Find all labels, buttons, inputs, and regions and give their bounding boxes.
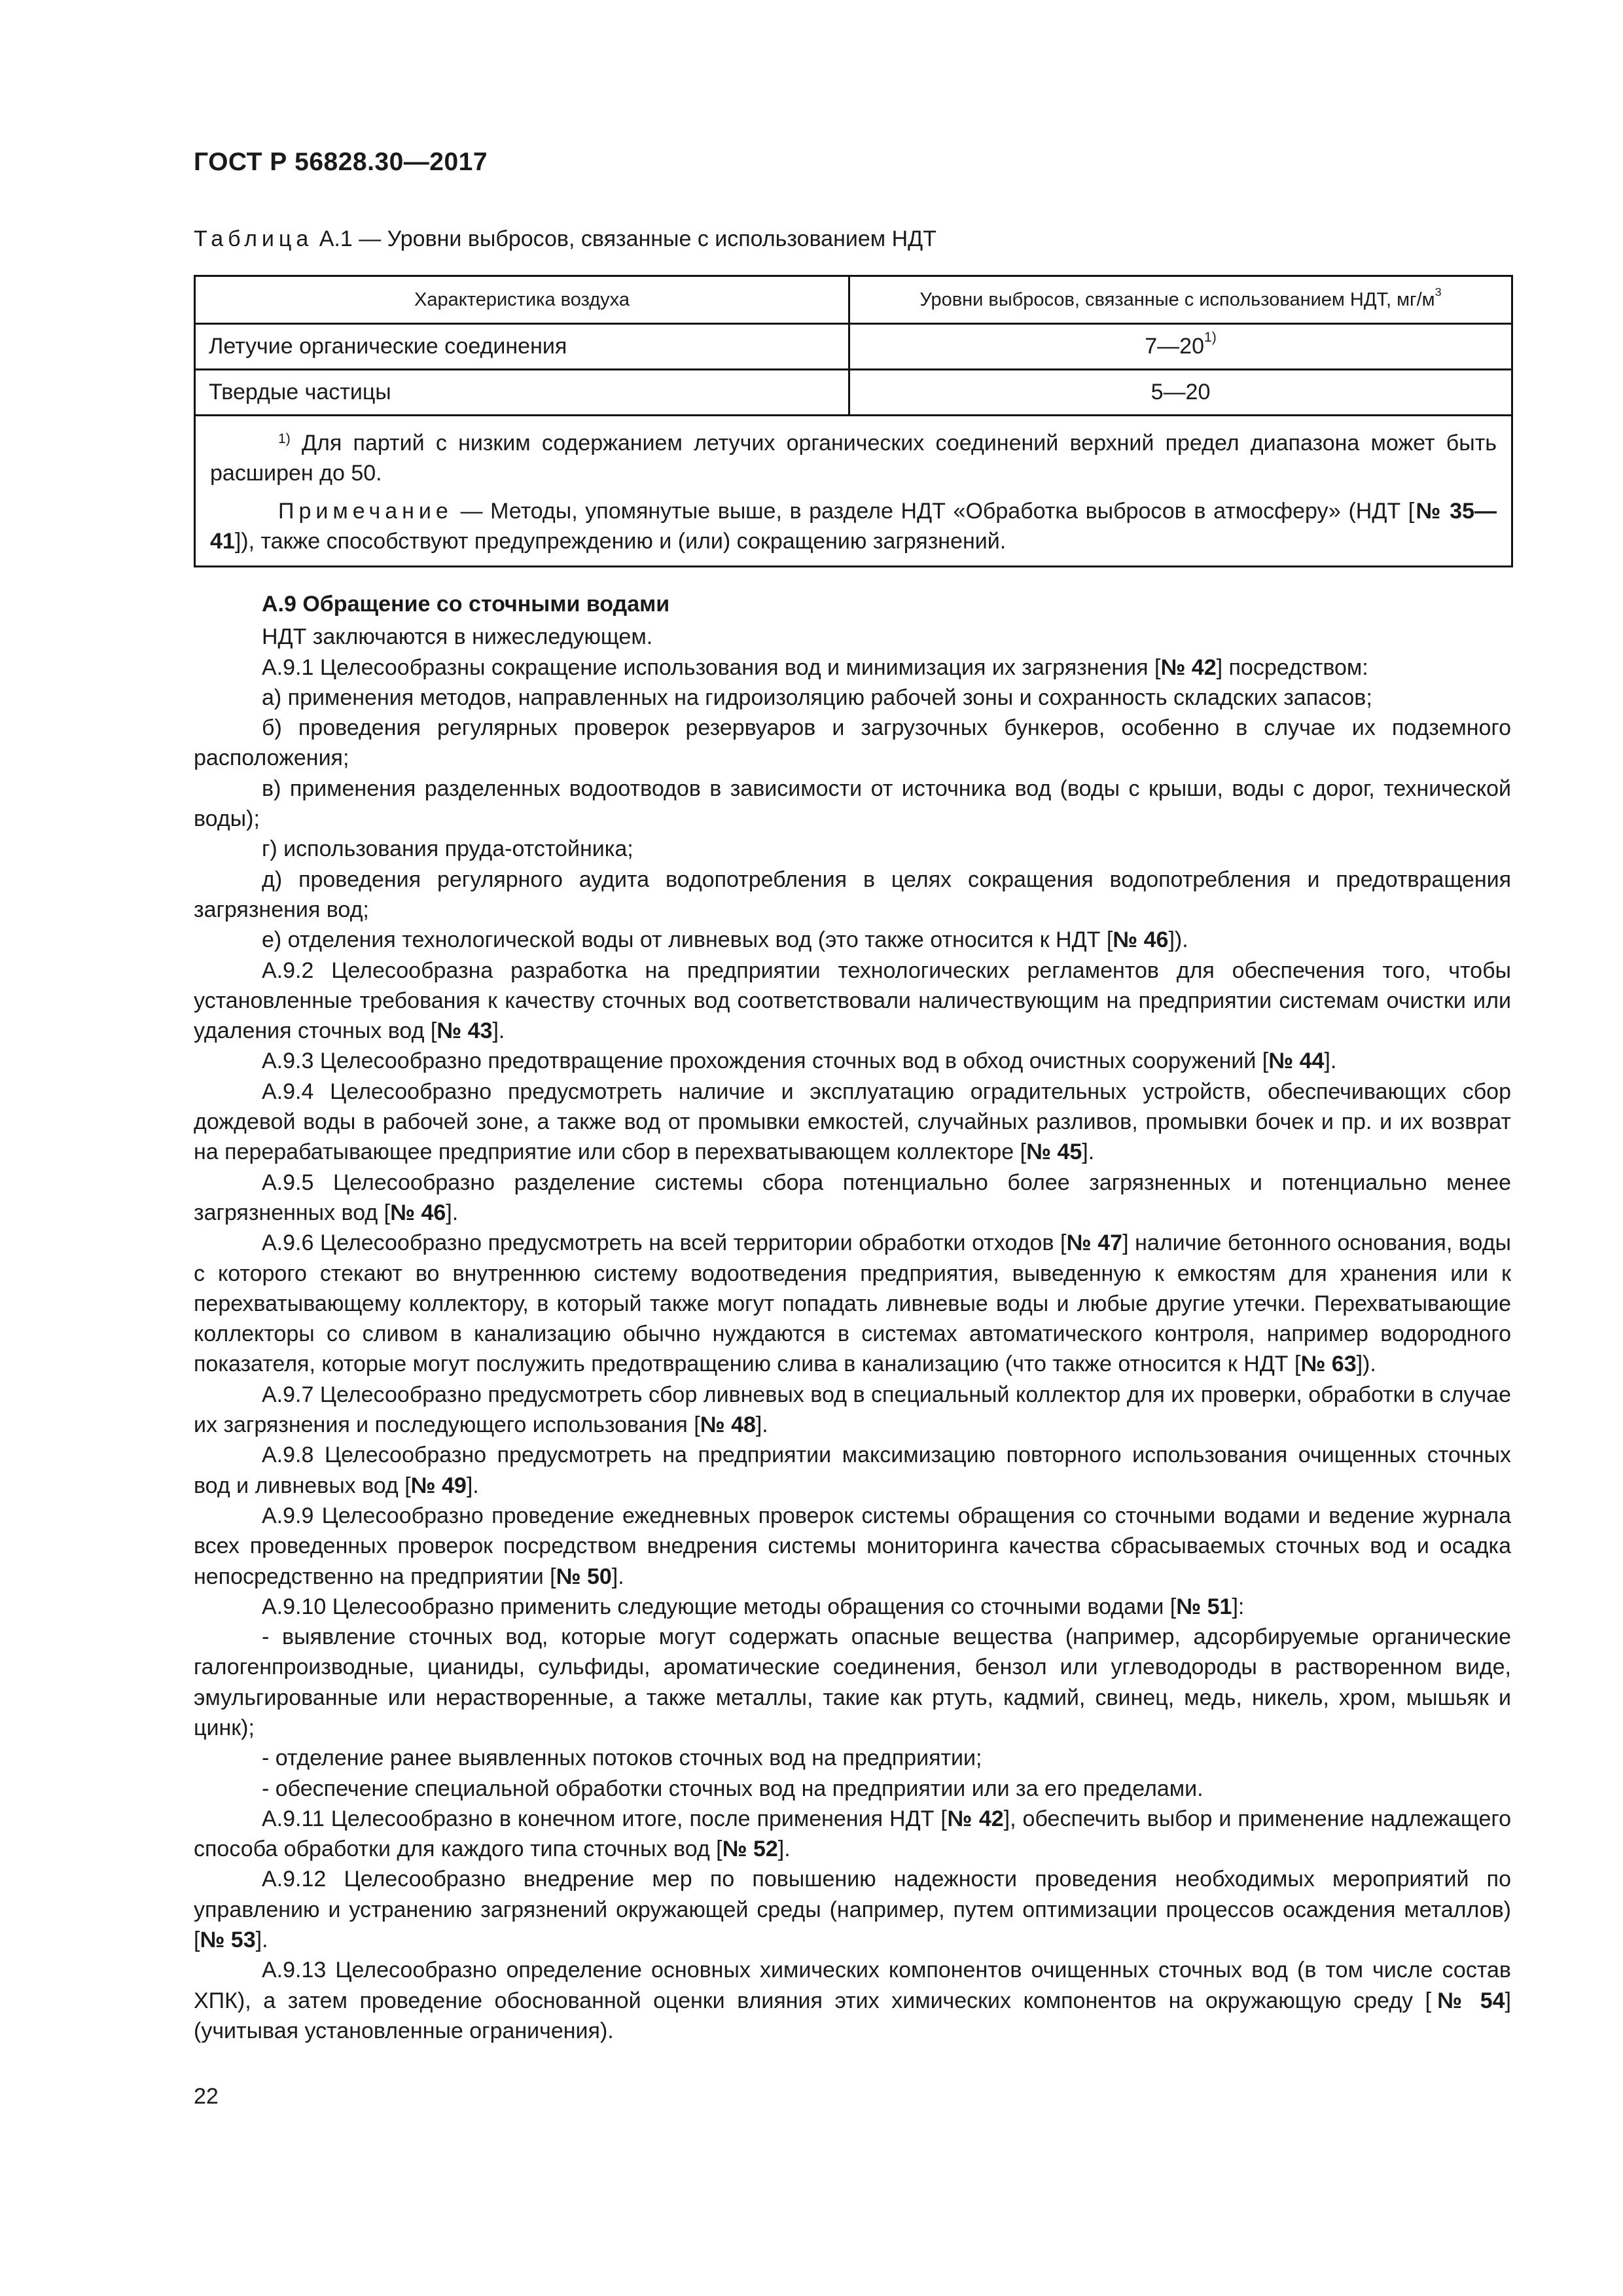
paragraph-text: А.9.1 Целесообразны сокращение использования вод и минимизация их загрязнения [ [262, 655, 1161, 680]
paragraph-text: ] (учитывая установленные ограничения). [194, 1988, 1511, 2043]
footnote-text: Для партий с низким содержанием летучих органических соединений верхний предел диапазона может быть расширен до 50. [210, 431, 1497, 486]
table-notes [195, 416, 1512, 567]
table-row [195, 370, 1512, 416]
bat-ref: № 46 [390, 1200, 446, 1225]
bat-ref: № 53 [200, 1928, 256, 1953]
note-ref: № 35—41 [210, 499, 1497, 554]
table-note [210, 496, 1497, 556]
section-body [194, 589, 1511, 2046]
col-header-emission-levels-text: Уровни выбросов, связанные с использованием НДТ, мг/м [919, 289, 1435, 310]
paragraph-a9-5 [194, 1168, 1511, 1229]
paragraph-text: А.9.10 Целесообразно применить следующие методы обращения со сточными водами [ [262, 1594, 1177, 1619]
row-name: Летучие органические соединения [195, 324, 849, 370]
bat-ref: № 43 [437, 1018, 493, 1044]
row-value-text: 7—20 [1145, 334, 1204, 359]
list-item-d: д) проведения регулярного аудита водопотребления в целях сокращения водопотребления и предотвращения загрязнения вод; [194, 867, 1511, 922]
note-label: Примечание [278, 499, 453, 524]
paragraph-text: ]: [1232, 1594, 1245, 1619]
paragraph-text: А.9.3 Целесообразно предотвращение прохождения сточных вод в обход очистных сооружений [ [262, 1049, 1269, 1074]
col-header-air-characteristic: Характеристика воздуха [195, 276, 849, 324]
paragraph-text: А.9.12 Целесообразно внедрение мер по повышению надежности проведения необходимых мероприятий по управлению и устранению загрязнений окружающей среды (например, путем оптимизации процессов осаждения металлов) [ [194, 1867, 1511, 1953]
paragraph-text: е) отделения технологической воды от ливневых вод (это также относится к НДТ [ [262, 927, 1113, 953]
paragraph-text: А.9.13 Целесообразно определение основных химических компонентов очищенных сточных вод (в том числе состав ХПК), а затем проведение обоснованной оценки влияния этих химических компонентов на окружающую среду [ [194, 1958, 1511, 2013]
section-title: А.9 Обращение со сточными водами [262, 592, 670, 617]
paragraph-a9-12 [194, 1864, 1511, 1955]
paragraph-a9-6 [194, 1228, 1511, 1379]
bat-ref: № 50 [556, 1564, 612, 1589]
dash-item: - обеспечение специальной обработки сточных вод на предприятии или за его пределами. [262, 1776, 1204, 1801]
paragraph-a9-8 [194, 1440, 1511, 1501]
row-name: Твердые частицы [195, 370, 849, 416]
list-item-a: а) применения методов, направленных на гидроизоляцию рабочей зоны и сохранность складских запасов; [262, 685, 1372, 710]
paragraph-a9-7 [194, 1380, 1511, 1441]
paragraph-text: ] посредством: [1216, 655, 1368, 680]
paragraph-a9-11 [194, 1804, 1511, 1865]
row-value [849, 324, 1512, 370]
row-value: 5—20 [849, 370, 1512, 416]
paragraph-text: ]. [492, 1018, 505, 1044]
table-notes-row [195, 416, 1512, 567]
paragraph-a9-2 [194, 956, 1511, 1047]
paragraph-text: ]. [755, 1412, 768, 1438]
paragraph-text: ] наличие бетонного основания, воды с которого стекают во внутреннюю систему водоотведения предприятия, выведенную к емкостям для хранения или к перехватывающему коллектору, в который также могут попадать ливневые воды и любые другие утечки. Перехватывающие коллекторы со сливом в канализацию обычно нуждаются в системах автоматического контроля, например водородного показателя, которые могут послужить предотвращению слива в канализацию (что также относится к НДТ [ [194, 1230, 1511, 1377]
paragraph-text: А.9.9 Целесообразно проведение ежедневных проверок системы обращения со сточными водами и ведение журнала всех проведенных проверок посредством внедрения системы мониторинга качества сбрасываемых сточных вод и осадка непосредственно на предприятии [ [194, 1503, 1511, 1589]
paragraph-a9-4 [194, 1077, 1511, 1168]
paragraph-text: А.9.4 Целесообразно предусмотреть наличие и эксплуатацию оградительных устройств, обеспечивающих сбор дождевой воды в рабочей зоне, а также вод от промывки емкостей, случайных разливов, промывки бочек и пр. и их возврат на перерабатывающее предприятие или сбор в перехватывающем коллекторе [ [194, 1079, 1511, 1165]
bat-ref: № 45 [1026, 1139, 1082, 1165]
col-header-unit-sup: 3 [1435, 285, 1442, 298]
paragraph-a9-3 [194, 1046, 1511, 1076]
table-caption-title: А.1 — Уровни выбросов, связанные с использованием НДТ [313, 226, 936, 251]
dash-item: - отделение ранее выявленных потоков сточных вод на предприятии; [262, 1746, 982, 1771]
section-intro: НДТ заключаются в нижеследующем. [262, 624, 653, 650]
paragraph-text: А.9.6 Целесообразно предусмотреть на всей территории обработки отходов [ [262, 1230, 1067, 1256]
bat-ref: № 51 [1176, 1594, 1232, 1619]
paragraph-a9-10 [194, 1592, 1511, 1622]
paragraph-text: А.9.11 Целесообразно в конечном итоге, после применения НДТ [ [262, 1806, 947, 1831]
paragraph-text: А.9.2 Целесообразна разработка на предприятии технологических регламентов для обеспечения того, чтобы установленные требования к качеству сточных вод соответствовали наличествующим на предприятии системам очистки или удаления сточных вод [ [194, 958, 1511, 1044]
paragraph-a9-13 [194, 1955, 1511, 2046]
col-header-emission-levels [849, 276, 1512, 324]
bat-ref: № 54 [1431, 1988, 1505, 2013]
bat-ref: № 42 [1160, 655, 1217, 680]
table-caption [194, 226, 936, 252]
bat-ref: № 63 [1300, 1352, 1357, 1377]
bat-ref: № 52 [722, 1837, 778, 1862]
paragraph-text: ], обеспечить выбор и применение надлежащего способа обработки для каждого типа сточных вод [ [194, 1806, 1511, 1862]
list-item-b: б) проведения регулярных проверок резервуаров и загрузочных бункеров, особенно в случае их подземного расположения; [194, 715, 1511, 771]
table-header-row [195, 276, 1512, 324]
row-value-footnote-marker: 1) [1204, 330, 1217, 345]
table-footnote [210, 428, 1497, 488]
table-caption-label: Таблица [194, 226, 313, 251]
note-text-end: ]), также способствуют предупреждению и (или) сокращению загрязнений. [234, 529, 1007, 554]
list-item-v: в) применения разделенных водоотводов в зависимости от источника вод (воды с крыши, воды с дорог, технической воды); [194, 776, 1511, 832]
bat-ref: № 42 [946, 1806, 1004, 1831]
list-item-e [194, 925, 1511, 955]
bat-ref: № 49 [410, 1473, 467, 1498]
paragraph-text: ]. [777, 1837, 791, 1862]
paragraph-text: А.9.5 Целесообразно разделение системы сбора потенциально более загрязненных и потенциально менее загрязненных вод [ [194, 1170, 1511, 1225]
note-text: — Методы, упомянутые выше, в разделе НДТ «Обработка выбросов в атмосферу» (НДТ [ [452, 499, 1415, 524]
bat-ref: № 44 [1268, 1049, 1325, 1074]
list-item-g: г) использования пруда-отстойника; [262, 836, 633, 862]
emissions-table-wrapper [194, 275, 1511, 567]
table-row [195, 324, 1512, 370]
paragraph-a9-1 [194, 653, 1511, 683]
paragraph-text: ]. [1324, 1049, 1337, 1074]
paragraph-a9-9 [194, 1501, 1511, 1592]
bat-ref: № 48 [700, 1412, 756, 1438]
paragraph-text: А.9.8 Целесообразно предусмотреть на предприятии максимизацию повторного использования очищенных сточных вод и ливневых вод [ [194, 1443, 1511, 1498]
paragraph-text: ]. [255, 1928, 268, 1953]
dash-item: - выявление сточных вод, которые могут содержать опасные вещества (например, адсорбируемые органические галогенпроизводные, цианиды, сульфиды, ароматические соединения, бензол или углеводороды в растворенном виде, эмульгированные или нерастворенные, а также металлы, такие как ртуть, кадмий, свинец, медь, никель, хром, мышьяк и цинк); [194, 1624, 1511, 1740]
paragraph-text: ]). [1356, 1352, 1376, 1377]
paragraph-text: ]. [1082, 1139, 1095, 1165]
paragraph-text: ]. [466, 1473, 479, 1498]
page-number: 22 [194, 2084, 219, 2109]
paragraph-text: ]. [611, 1564, 624, 1589]
bat-ref: № 47 [1066, 1230, 1123, 1256]
document-code: ГОСТ Р 56828.30—2017 [194, 148, 488, 176]
paragraph-text: ]). [1168, 927, 1188, 953]
footnote-marker: 1) [278, 431, 291, 446]
paragraph-text: А.9.7 Целесообразно предусмотреть сбор ливневых вод в специальный коллектор для их проверки, обработки в случае их загрязнения и последующего использования [ [194, 1382, 1511, 1438]
paragraph-text: ]. [446, 1200, 459, 1225]
bat-ref: № 46 [1113, 927, 1169, 953]
emissions-table [194, 275, 1513, 567]
